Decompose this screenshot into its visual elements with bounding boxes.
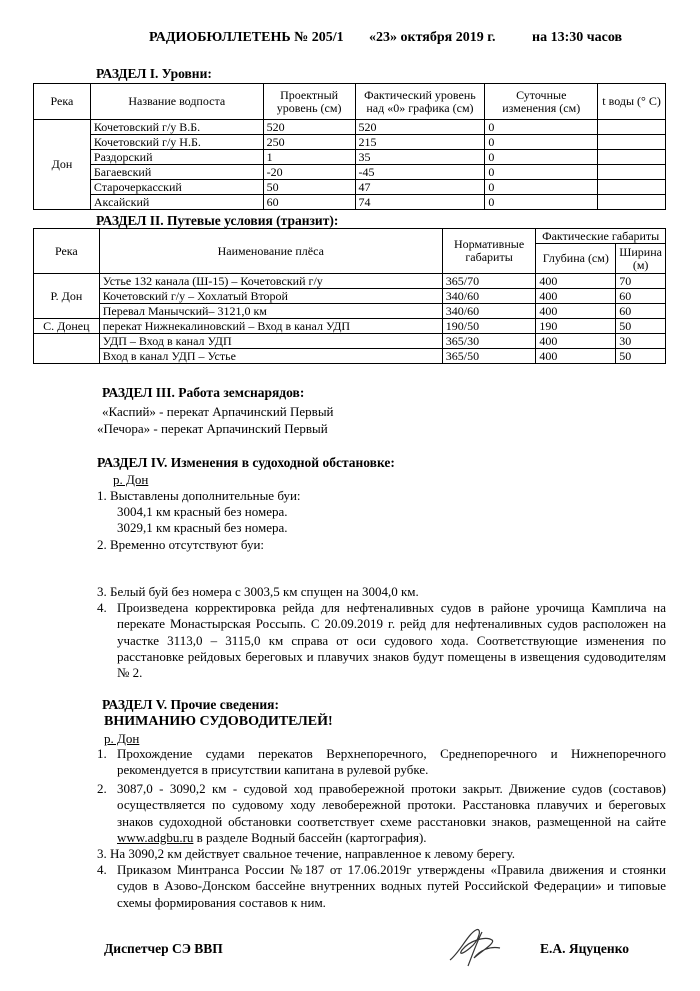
section4-item4-num: 4.	[97, 600, 107, 615]
actual-cell: -45	[355, 165, 485, 180]
change-cell: 0	[485, 150, 598, 165]
section4-title: РАЗДЕЛ IV. Изменения в судоходной обстановке:	[97, 455, 395, 470]
temp-cell	[598, 150, 666, 165]
signature-image	[440, 922, 510, 970]
col-project-level: Проектный уровень (см)	[263, 84, 355, 120]
table-row	[34, 135, 666, 150]
col-river: Река	[34, 229, 100, 274]
col-water-temp: t воды (° С)	[598, 84, 666, 120]
project-cell: 250	[263, 135, 355, 150]
depth-cell: 400	[536, 274, 616, 289]
section5-item4: Приказом Минтранса России №187 от 17.06.2019г утверждены «Правила движения и стоянки судов в Азово-Донском бассейне внутренних водных путей Российской Федерации» и типовые схемы формирования составов к ним.	[117, 862, 666, 910]
section3-title: РАЗДЕЛ III. Работа земснарядов:	[102, 385, 305, 400]
transit-header-row	[34, 229, 666, 244]
norm-cell: 365/30	[442, 334, 536, 349]
section4-item2: 2. Временно отсутствуют буи:	[97, 537, 265, 552]
section4-river: р. Дон	[113, 472, 149, 487]
depth-cell: 400	[536, 289, 616, 304]
project-cell: 1	[263, 150, 355, 165]
col-normative: Нормативные габариты	[442, 229, 536, 274]
dredger-item: «Печора» - перекат Арпачинский Первый	[97, 421, 328, 436]
section5-item2-num: 2.	[97, 781, 107, 796]
temp-cell	[598, 120, 666, 135]
change-cell: 0	[485, 135, 598, 150]
change-cell: 0	[485, 165, 598, 180]
bulletin-title: РАДИОБЮЛЛЕТЕНЬ № 205/1	[149, 30, 344, 45]
table-row	[34, 319, 666, 334]
dredger-item: «Каспий» - перекат Арпачинский Первый	[102, 404, 334, 419]
reach-cell: перекат Нижнекалиновский – Вход в канал УДП	[99, 319, 442, 334]
table-row	[34, 289, 666, 304]
table-row	[34, 304, 666, 319]
reach-cell: Устье 132 канала (Ш-15) – Кочетовский г/у	[99, 274, 442, 289]
norm-cell: 365/70	[442, 274, 536, 289]
col-station: Название водпоста	[90, 84, 263, 120]
table-row	[34, 165, 666, 180]
section5-item1-num: 1.	[97, 746, 107, 761]
project-cell: 50	[263, 180, 355, 195]
section4-item1-sub: 3029,1 км красный без номера.	[117, 520, 288, 535]
temp-cell	[598, 165, 666, 180]
change-cell: 0	[485, 120, 598, 135]
section4-item3: 3. Белый буй без номера с 3003,5 км спущен на 3004,0 км.	[97, 584, 419, 599]
temp-cell	[598, 180, 666, 195]
section5-item2-text-end: в разделе Водный бассейн (картография).	[196, 829, 427, 845]
river-cell: С. Донец	[34, 319, 100, 334]
project-cell: -20	[263, 165, 355, 180]
temp-cell	[598, 135, 666, 150]
norm-cell: 190/50	[442, 319, 536, 334]
levels-header-row	[34, 84, 666, 120]
width-cell: 70	[616, 274, 666, 289]
section4-item1: 1. Выставлены дополнительные буи:	[97, 488, 301, 503]
station-cell: Раздорский	[90, 150, 263, 165]
section1-title: РАЗДЕЛ I. Уровни:	[96, 66, 212, 81]
signatory-name: Е.А. Яцуценко	[540, 941, 630, 956]
bulletin-time: на 13:30 часов	[532, 30, 623, 45]
col-width: Ширина (м)	[616, 244, 666, 274]
attention-heading: ВНИМАНИЮ СУДОВОДИТЕЛЕЙ!	[104, 714, 333, 729]
table-row	[34, 180, 666, 195]
project-cell: 60	[263, 195, 355, 210]
table-row	[34, 120, 666, 135]
section5-item2	[117, 781, 666, 846]
actual-cell: 47	[355, 180, 485, 195]
section5-item4-num: 4.	[97, 862, 107, 877]
actual-cell: 520	[355, 120, 485, 135]
table-row	[34, 195, 666, 210]
site-link[interactable]: www.adgbu.ru	[117, 829, 194, 845]
river-cell-empty	[34, 349, 100, 364]
table-row	[34, 274, 666, 289]
temp-cell	[598, 195, 666, 210]
width-cell: 60	[616, 304, 666, 319]
station-cell: Кочетовский г/у В.Б.	[90, 120, 263, 135]
norm-cell: 340/60	[442, 304, 536, 319]
transit-table	[33, 228, 666, 364]
actual-cell: 35	[355, 150, 485, 165]
col-river: Река	[34, 84, 91, 120]
reach-cell: Кочетовский г/у – Хохлатый Второй	[99, 289, 442, 304]
width-cell: 50	[616, 349, 666, 364]
section4-item4: Произведена корректировка рейда для нефтеналивных судов в районе урочища Камплича на перекате Монастырская Россыпь. С 20.09.2019 г. рейд для нефтеналивных судов расположен на участке 3113,0 – 3115,0 км справа от оси судового хода. Соответствующие изменения по расстановке рейдовых береговых и плавучих знаков будут помещены в извещения судоводителям № 2.	[117, 600, 666, 681]
col-actual-dims: Фактические габариты	[536, 229, 666, 244]
col-reach-name: Наименование плёса	[99, 229, 442, 274]
river-cell: Р. Дон	[34, 274, 100, 319]
col-actual-level: Фактический уровень над «0» графика (см)	[355, 84, 485, 120]
section2-title: РАЗДЕЛ II. Путевые условия (транзит):	[96, 213, 339, 228]
river-cell: Дон	[34, 120, 91, 210]
section4-item1-sub: 3004,1 км красный без номера.	[117, 504, 288, 519]
col-depth: Глубина (см)	[536, 244, 616, 274]
station-cell: Аксайский	[90, 195, 263, 210]
width-cell: 50	[616, 319, 666, 334]
station-cell: Кочетовский г/у Н.Б.	[90, 135, 263, 150]
station-cell: Багаевский	[90, 165, 263, 180]
signatory-position: Диспетчер СЭ ВВП	[104, 941, 223, 956]
table-row	[34, 150, 666, 165]
section5-item1: Прохождение судами перекатов Верхнепоречного, Среднепоречного и Нижнепоречного рекомендуется в присутствии капитана в рулевой рубке.	[117, 746, 666, 778]
actual-cell: 215	[355, 135, 485, 150]
levels-table	[33, 83, 666, 210]
change-cell: 0	[485, 195, 598, 210]
actual-cell: 74	[355, 195, 485, 210]
section5-item3: 3. На 3090,2 км действует свальное течение, направленное к левому берегу.	[97, 846, 515, 861]
col-daily-change: Суточные изменения (см)	[485, 84, 598, 120]
norm-cell: 365/50	[442, 349, 536, 364]
section5-title: РАЗДЕЛ V. Прочие сведения:	[102, 697, 279, 712]
depth-cell: 400	[536, 304, 616, 319]
norm-cell: 340/60	[442, 289, 536, 304]
depth-cell: 190	[536, 319, 616, 334]
width-cell: 30	[616, 334, 666, 349]
section5-river: р. Дон	[104, 731, 140, 746]
reach-cell: УДП – Вход в канал УДП	[99, 334, 442, 349]
station-cell: Старочеркасский	[90, 180, 263, 195]
width-cell: 60	[616, 289, 666, 304]
reach-cell: Перевал Манычский– 3121,0 км	[99, 304, 442, 319]
project-cell: 520	[263, 120, 355, 135]
bulletin-date: «23» октября 2019 г.	[369, 30, 496, 45]
reach-cell: Вход в канал УДП – Устье	[99, 349, 442, 364]
section5-item2-text: 3087,0 - 3090,2 км - судовой ход правобережной протоки закрыт. Движение судов (составов) осуществляется по судовому ходу левобережной протоки. Расстановка плавучих и береговых знаков судоходной обстановки соответствует схеме расстановки знаков, размещенной на сайте	[117, 781, 666, 829]
river-cell-empty	[34, 334, 100, 349]
change-cell: 0	[485, 180, 598, 195]
depth-cell: 400	[536, 334, 616, 349]
depth-cell: 400	[536, 349, 616, 364]
table-row	[34, 349, 666, 364]
table-row	[34, 334, 666, 349]
